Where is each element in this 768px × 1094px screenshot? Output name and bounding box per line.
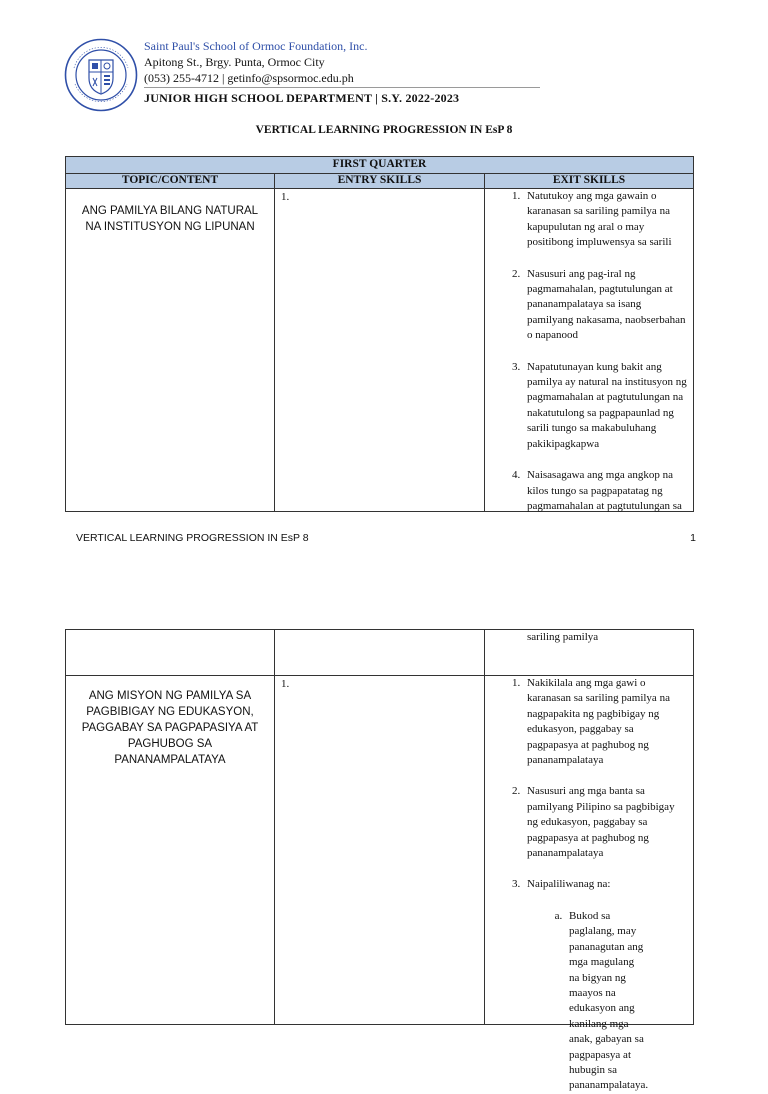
topic-cell: ANG PAMILYA BILANG NATURAL NA INSTITUSYON NG LIPUNAN (66, 189, 275, 512)
list-item: 2. Nasusuri ang pag-iral ng pagmamahalan, pagtutulungan at pananampalataya sa isang pamilyang nakasama, naobserbahan o napanood (523, 267, 687, 344)
list-item: 2. Nasusuri ang mga banta sa pamilyang Pilipino sa pagbibigay ng edukasyon, paggabay sa pagpapasya at paghubog ng pananampalataya (523, 784, 687, 861)
topic-cell: ANG MISYON NG PAMILYA SA PAGBIBIGAY NG EDUKASYON, PAGGABAY SA PAGPAPASIYA AT PAGHUBOG SA PANANAMPALATAYA (66, 676, 275, 1025)
entry-cell: 1. (275, 189, 485, 512)
table-row (66, 676, 694, 1025)
document-title: VERTICAL LEARNING PROGRESSION IN EsP 8 (255, 124, 513, 136)
list-item: 1. Nakikilala ang mga gawi o karanasan sa sariling pamilya na nagpapakita ng pagbibigay ng edukasyon, paggabay sa pagpapasya at paghubog ng pananampalataya (523, 676, 687, 768)
exit-cell (485, 189, 694, 512)
entry-cell (275, 630, 485, 676)
exit-cell (485, 630, 694, 676)
entry-cell: 1. (275, 676, 485, 1025)
header-divider (144, 87, 540, 88)
list-item (523, 877, 687, 1093)
sub-list (527, 909, 687, 1094)
department-line: JUNIOR HIGH SCHOOL DEPARTMENT | S.Y. 2022-2023 (144, 91, 460, 105)
col-header-exit: EXIT SKILLS (485, 174, 694, 189)
page-number: 1 (690, 532, 696, 544)
table-row (66, 189, 694, 512)
footer-title: VERTICAL LEARNING PROGRESSION IN EsP 8 (76, 532, 309, 544)
list-item: 1. Natutukoy ang mga gawain o karanasan sa sariling pamilya na kapupulutan ng aral o may positibong impluwensya sa sarili (523, 189, 687, 251)
quarter-row (66, 157, 694, 174)
topic-cell (66, 630, 275, 676)
school-address: Apitong St., Brgy. Punta, Ormoc City (144, 55, 325, 69)
table-row (66, 630, 694, 676)
list-item-text: Naipaliliwanag na: (527, 878, 611, 891)
column-header-row (66, 174, 694, 189)
col-header-topic: TOPIC/CONTENT (66, 174, 275, 189)
col-header-entry: ENTRY SKILLS (275, 174, 485, 189)
progression-table (65, 156, 694, 512)
exit-skills-list (485, 676, 687, 1094)
school-name: Saint Paul's School of Ormoc Foundation, Inc. (144, 39, 368, 53)
quarter-header: FIRST QUARTER (66, 157, 694, 174)
progression-table-continued (65, 629, 694, 1092)
exit-skills-list (485, 189, 687, 514)
sub-list-item: a. Bukod sa paglalang, may pananagutan ang mga magulang na bigyan ng maayos na edukasyon ang kanilang mga anak, gabayan sa pagpapasya at hubugin sa pananampalataya. (565, 909, 647, 1094)
exit-cell (485, 676, 694, 1092)
school-contact: (053) 255-4712 | getinfo@spsormoc.edu.ph (144, 71, 354, 85)
continued-text: sariling pamilya (527, 631, 599, 643)
school-seal-logo (64, 38, 138, 112)
list-item: 3. Napatutunayan kung bakit ang pamilya ay natural na institusyon ng pagmamahalan at pagtutulungan na nakatutulong sa pagpapaunlad ng sarili tungo sa makabuluhang pakikipagkapwa (523, 360, 687, 452)
list-item: 4. Naisasagawa ang mga angkop na kilos tungo sa pagpapatatag ng pagmamahalan at pagtutulungan sa (523, 468, 687, 514)
school-info (144, 38, 367, 86)
page-footer (76, 532, 696, 544)
